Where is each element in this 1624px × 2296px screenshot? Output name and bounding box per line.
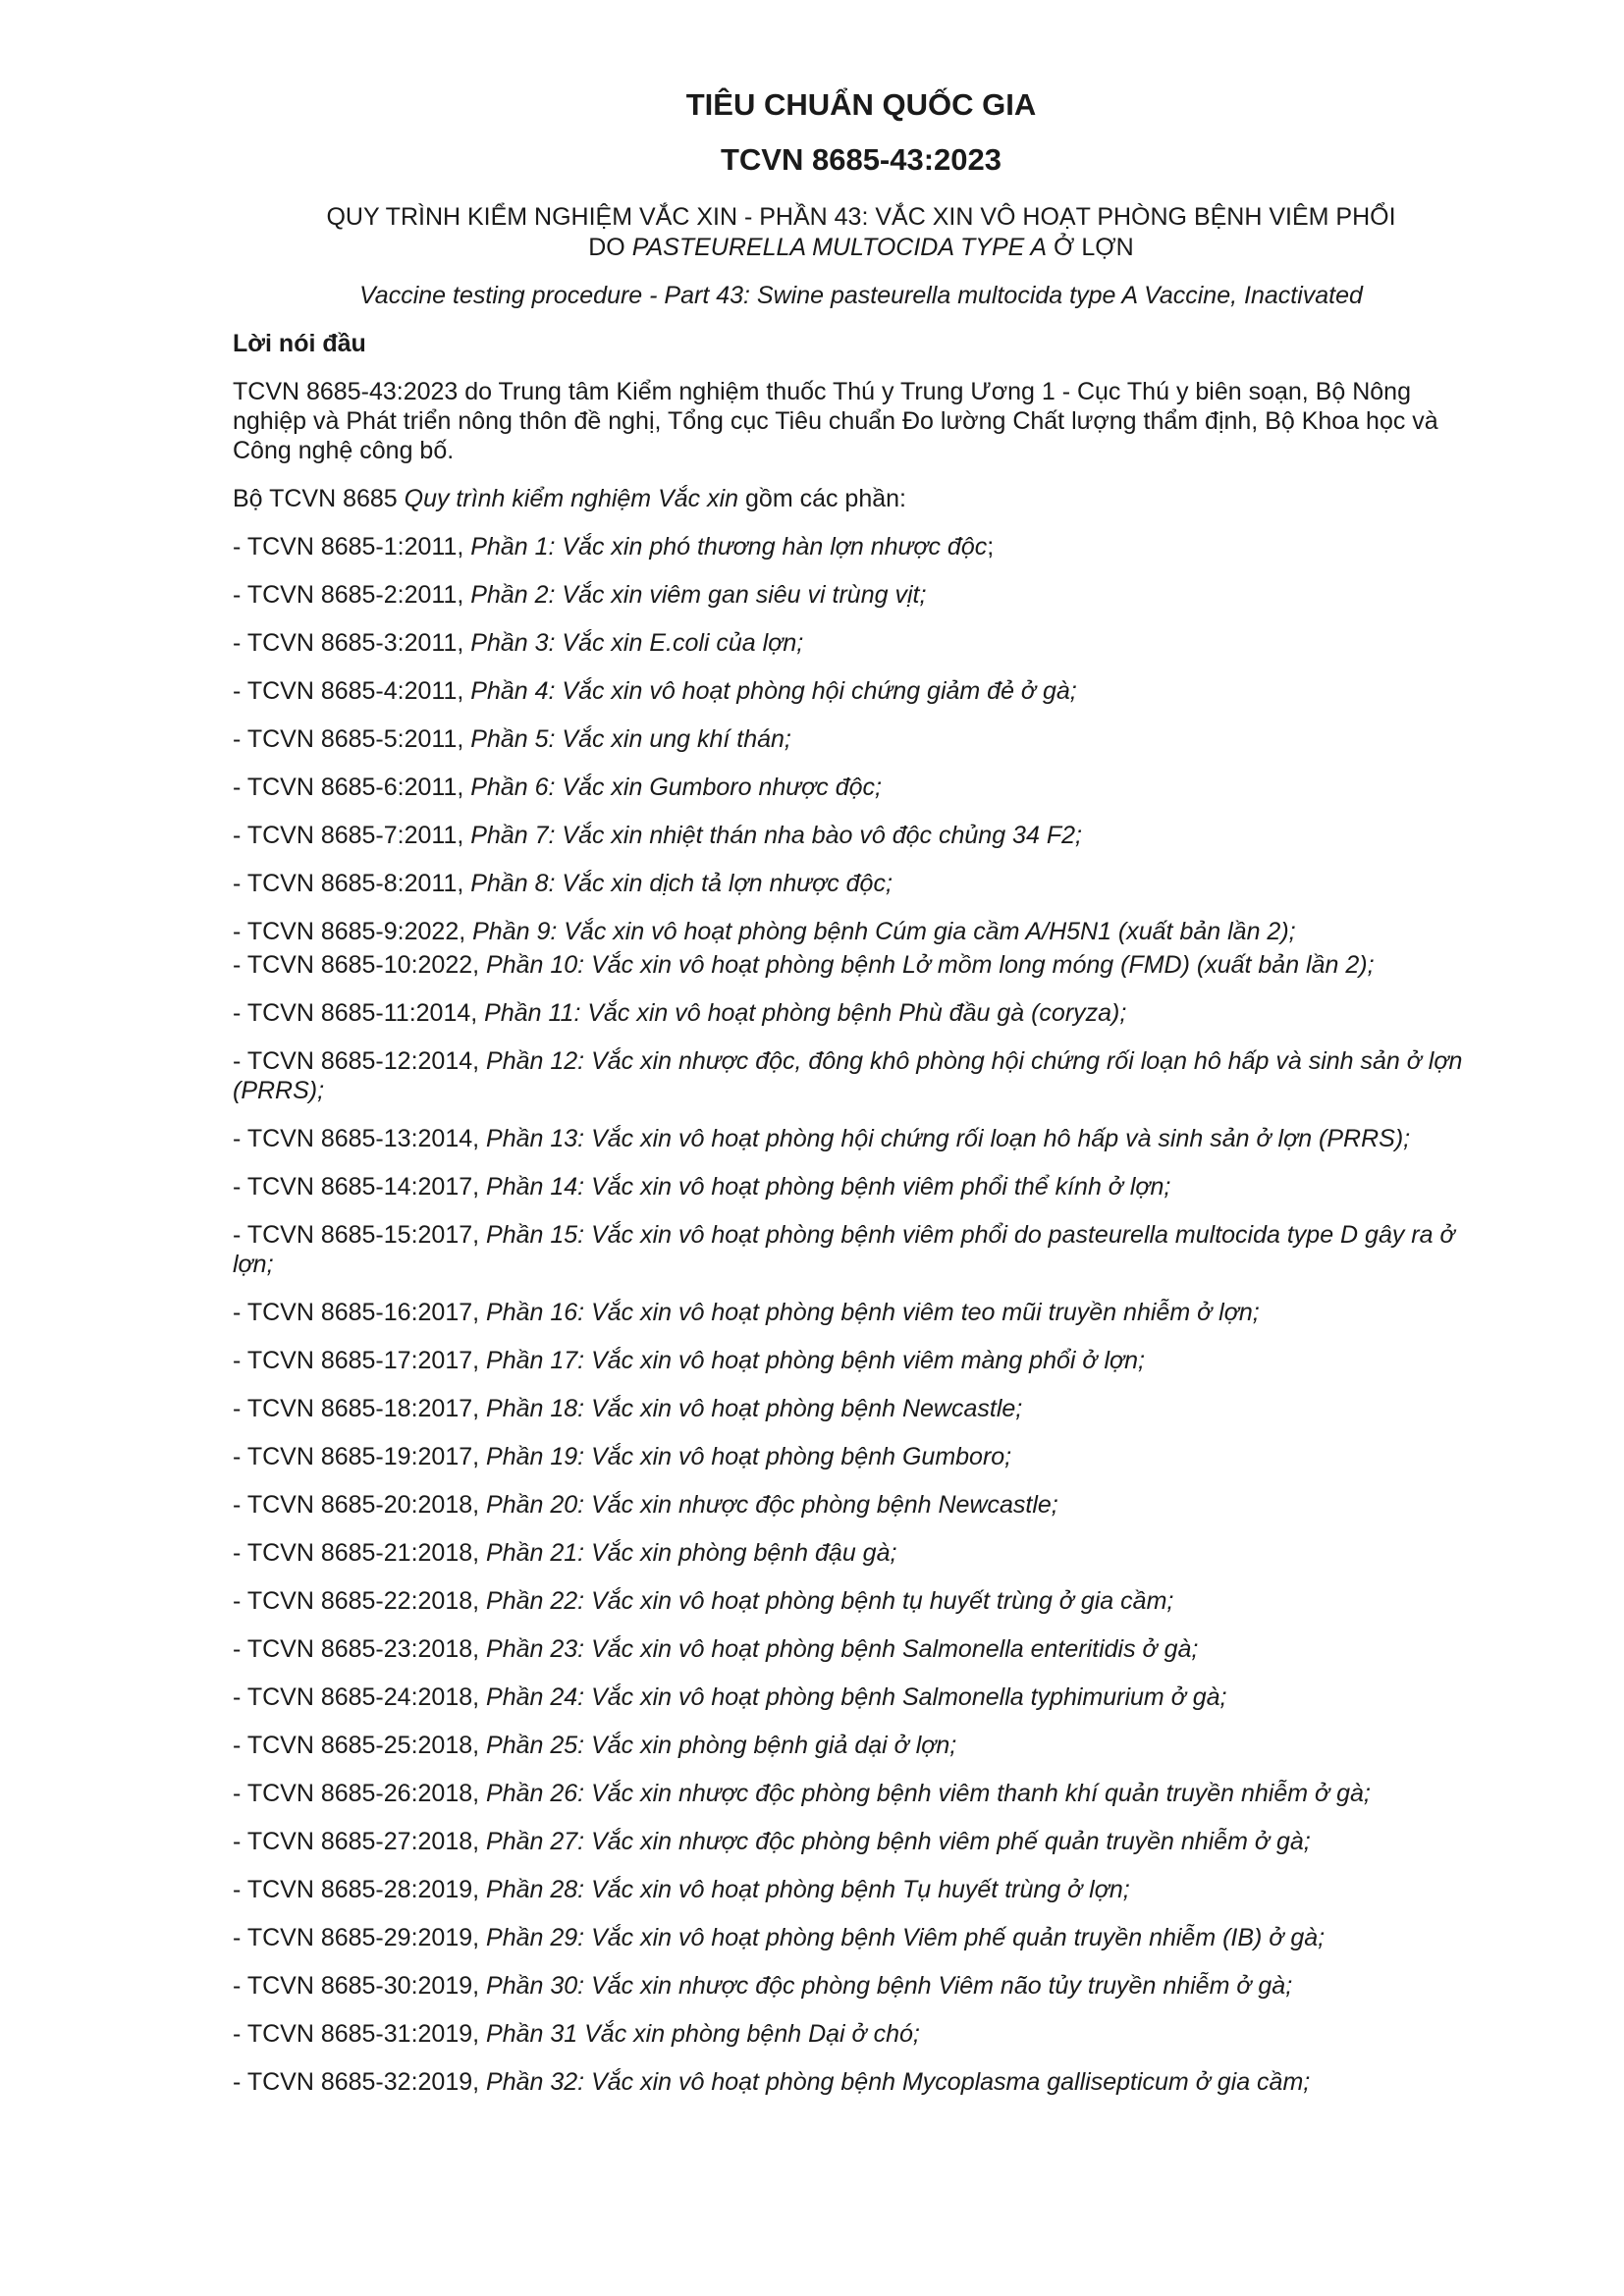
part-title: Phần 2: Vắc xin viêm gan siêu vi trùng vịt;	[470, 581, 927, 609]
part-code: - TCVN 8685-20:2018,	[233, 1491, 487, 1519]
part-title: Phần 23: Vắc xin vô hoạt phòng bệnh Salmonella enteritidis ở gà;	[486, 1635, 1199, 1663]
list-item	[233, 1634, 1489, 1664]
part-code: - TCVN 8685-12:2014,	[233, 1047, 487, 1075]
list-item	[233, 1124, 1489, 1153]
part-code: - TCVN 8685-11:2014,	[233, 999, 485, 1027]
part-title: Phần 6: Vắc xin Gumboro nhược độc;	[470, 774, 882, 801]
part-code: - TCVN 8685-25:2018,	[233, 1732, 487, 1759]
standard-code: TCVN 8685-43:2023	[720, 142, 1002, 177]
part-code: - TCVN 8685-17:2017,	[233, 1347, 487, 1374]
part-code: - TCVN 8685-28:2019,	[233, 1876, 487, 1903]
part-code: - TCVN 8685-24:2018,	[233, 1683, 487, 1711]
part-title: Phần 21: Vắc xin phòng bệnh đậu gà;	[486, 1539, 897, 1567]
part-title: Phần 29: Vắc xin vô hoạt phòng bệnh Viêm phế quản truyền nhiễm (IB) ở gà;	[486, 1924, 1326, 1951]
part-title: Phần 4: Vắc xin vô hoạt phòng hội chứng giảm đẻ ở gà;	[470, 677, 1077, 705]
foreword-paragraph: TCVN 8685-43:2023 do Trung tâm Kiểm nghiệm thuốc Thú y Trung Ương 1 - Cục Thú y biên soạn, Bộ Nông nghiệp và Phát triển nông thôn đề nghị, Tổng cục Tiêu chuẩn Đo lường Chất lượng thẩm định, Bộ Khoa học và Công nghệ công bố.	[233, 378, 1438, 464]
part-title: Phần 16: Vắc xin vô hoạt phòng bệnh viêm teo mũi truyền nhiễm ở lợn;	[486, 1299, 1260, 1326]
part-title: Phần 7: Vắc xin nhiệt thán nha bào vô độc chủng 34 F2;	[470, 822, 1082, 849]
list-item	[233, 1538, 1489, 1568]
part-title: Phần 3: Vắc xin E.coli của lợn;	[470, 629, 804, 657]
part-code: - TCVN 8685-5:2011,	[233, 725, 471, 753]
list-item	[233, 1346, 1489, 1375]
part-code: - TCVN 8685-13:2014,	[233, 1125, 487, 1152]
list-item	[233, 773, 1489, 802]
list-item	[233, 1875, 1489, 1904]
part-code: - TCVN 8685-18:2017,	[233, 1395, 487, 1422]
part-title: Phần 15: Vắc xin vô hoạt phòng bệnh viêm phổi do pasteurella multocida type D gây ra ở lợn;	[233, 1221, 1455, 1278]
part-title: Phần 11: Vắc xin vô hoạt phòng bệnh Phù đầu gà (coryza);	[484, 999, 1127, 1027]
part-title: Phần 32: Vắc xin vô hoạt phòng bệnh Mycoplasma gallisepticum ở gia cầm;	[486, 2068, 1311, 2096]
list-item	[233, 1490, 1489, 1520]
part-title: Phần 17: Vắc xin vô hoạt phòng bệnh viêm màng phổi ở lợn;	[486, 1347, 1145, 1374]
part-title: Phần 31 Vắc xin phòng bệnh Dại ở chó;	[486, 2020, 920, 2048]
part-code: - TCVN 8685-16:2017,	[233, 1299, 487, 1326]
list-item	[233, 628, 1489, 658]
foreword-heading: Lời nói đầu	[233, 330, 366, 357]
subtitle-line-1: QUY TRÌNH KIỂM NGHIỆM VẮC XIN - PHẦN 43: VẮC XIN VÔ HOẠT PHÒNG BỆNH VIÊM PHỔI	[326, 203, 1396, 231]
document-title: TIÊU CHUẨN QUỐC GIA	[685, 87, 1037, 122]
series-intro-italic: Quy trình kiểm nghiệm Vắc xin	[404, 485, 739, 512]
english-title: Vaccine testing procedure - Part 43: Swine pasteurella multocida type A Vaccine, Inactivated	[359, 282, 1363, 309]
list-item	[233, 676, 1489, 706]
part-code: - TCVN 8685-8:2011,	[233, 870, 471, 897]
part-title: Phần 13: Vắc xin vô hoạt phòng hội chứng rối loạn hô hấp và sinh sản ở lợn (PRRS);	[486, 1125, 1411, 1152]
list-item	[233, 1172, 1489, 1201]
part-code: - TCVN 8685-3:2011,	[233, 629, 471, 657]
list-item	[233, 869, 1489, 898]
list-item	[233, 1682, 1489, 1712]
list-item	[233, 1971, 1489, 2001]
series-intro-suffix: gồm các phần:	[738, 485, 906, 512]
list-item	[233, 1827, 1489, 1856]
part-code: - TCVN 8685-15:2017,	[233, 1221, 487, 1249]
document-page	[233, 86, 1489, 2097]
part-title: Phần 10: Vắc xin vô hoạt phòng bệnh Lở mồm long móng (FMD) (xuất bản lần 2);	[486, 951, 1375, 979]
part-title: Phần 26: Vắc xin nhược độc phòng bệnh viêm thanh khí quản truyền nhiễm ở gà;	[486, 1780, 1371, 1807]
part-code: - TCVN 8685-19:2017,	[233, 1443, 487, 1470]
parts-list	[233, 532, 1489, 2097]
part-title: Phần 8: Vắc xin dịch tả lợn nhược độc;	[470, 870, 893, 897]
list-item	[233, 1779, 1489, 1808]
list-item	[233, 1298, 1489, 1327]
part-title: Phần 27: Vắc xin nhược độc phòng bệnh viêm phế quản truyền nhiễm ở gà;	[486, 1828, 1311, 1855]
part-title: Phần 28: Vắc xin vô hoạt phòng bệnh Tụ huyết trùng ở lợn;	[486, 1876, 1130, 1903]
part-code: - TCVN 8685-1:2011,	[233, 533, 471, 561]
list-item	[233, 998, 1489, 1028]
list-item	[233, 580, 1489, 610]
part-title: Phần 25: Vắc xin phòng bệnh giả dại ở lợn;	[486, 1732, 957, 1759]
part-code: - TCVN 8685-9:2022,	[233, 918, 473, 945]
part-title: Phần 20: Vắc xin nhược độc phòng bệnh Newcastle;	[486, 1491, 1058, 1519]
part-title: Phần 5: Vắc xin ung khí thán;	[470, 725, 791, 753]
part-code: - TCVN 8685-10:2022,	[233, 951, 487, 979]
list-item	[233, 532, 1489, 561]
part-code: - TCVN 8685-23:2018,	[233, 1635, 487, 1663]
part-title: Phần 30: Vắc xin nhược độc phòng bệnh Viêm não tủy truyền nhiễm ở gà;	[486, 1972, 1293, 2000]
part-title: Phần 14: Vắc xin vô hoạt phòng bệnh viêm phổi thể kính ở lợn;	[486, 1173, 1171, 1201]
part-code: - TCVN 8685-31:2019,	[233, 2020, 487, 2048]
part-title: Phần 1: Vắc xin phó thương hàn lợn nhược độc	[470, 533, 988, 561]
list-item	[233, 2019, 1489, 2049]
part-code: - TCVN 8685-14:2017,	[233, 1173, 487, 1201]
standard-subtitle	[233, 202, 1489, 263]
list-item	[233, 917, 1489, 946]
subtitle-line-2-suffix: Ở LỢN	[1047, 234, 1134, 261]
part-code: - TCVN 8685-26:2018,	[233, 1780, 487, 1807]
part-code: - TCVN 8685-29:2019,	[233, 1924, 487, 1951]
series-intro-prefix: Bộ TCVN 8685	[233, 485, 405, 512]
part-title: Phần 18: Vắc xin vô hoạt phòng bệnh Newcastle;	[486, 1395, 1023, 1422]
list-item	[233, 1046, 1489, 1105]
list-item	[233, 1394, 1489, 1423]
part-title: Phần 9: Vắc xin vô hoạt phòng bệnh Cúm gia cầm A/H5N1 (xuất bản lần 2);	[472, 918, 1296, 945]
part-code: - TCVN 8685-22:2018,	[233, 1587, 487, 1615]
part-title: Phần 12: Vắc xin nhược độc, đông khô phòng hội chứng rối loạn hô hấp và sinh sản ở lợn (PRRS);	[233, 1047, 1463, 1104]
series-intro	[233, 484, 1489, 513]
part-code: - TCVN 8685-32:2019,	[233, 2068, 487, 2096]
list-item	[233, 2067, 1489, 2097]
part-end: ;	[987, 533, 995, 561]
part-title: Phần 22: Vắc xin vô hoạt phòng bệnh tụ huyết trùng ở gia cầm;	[486, 1587, 1174, 1615]
list-item	[233, 1442, 1489, 1471]
list-item	[233, 950, 1489, 980]
part-code: - TCVN 8685-7:2011,	[233, 822, 471, 849]
part-code: - TCVN 8685-30:2019,	[233, 1972, 487, 2000]
subtitle-line-2-prefix: DO	[588, 234, 632, 261]
part-code: - TCVN 8685-21:2018,	[233, 1539, 487, 1567]
part-code: - TCVN 8685-6:2011,	[233, 774, 471, 801]
part-title: Phần 24: Vắc xin vô hoạt phòng bệnh Salmonella typhimurium ở gà;	[486, 1683, 1227, 1711]
part-code: - TCVN 8685-2:2011,	[233, 581, 471, 609]
part-code: - TCVN 8685-4:2011,	[233, 677, 471, 705]
part-title: Phần 19: Vắc xin vô hoạt phòng bệnh Gumboro;	[486, 1443, 1012, 1470]
part-code: - TCVN 8685-27:2018,	[233, 1828, 487, 1855]
list-item	[233, 821, 1489, 850]
list-item	[233, 1586, 1489, 1616]
list-item	[233, 1220, 1489, 1279]
list-item	[233, 1731, 1489, 1760]
subtitle-line-2-italic: PASTEURELLA MULTOCIDA TYPE A	[631, 234, 1048, 261]
list-item	[233, 724, 1489, 754]
list-item	[233, 1923, 1489, 1952]
